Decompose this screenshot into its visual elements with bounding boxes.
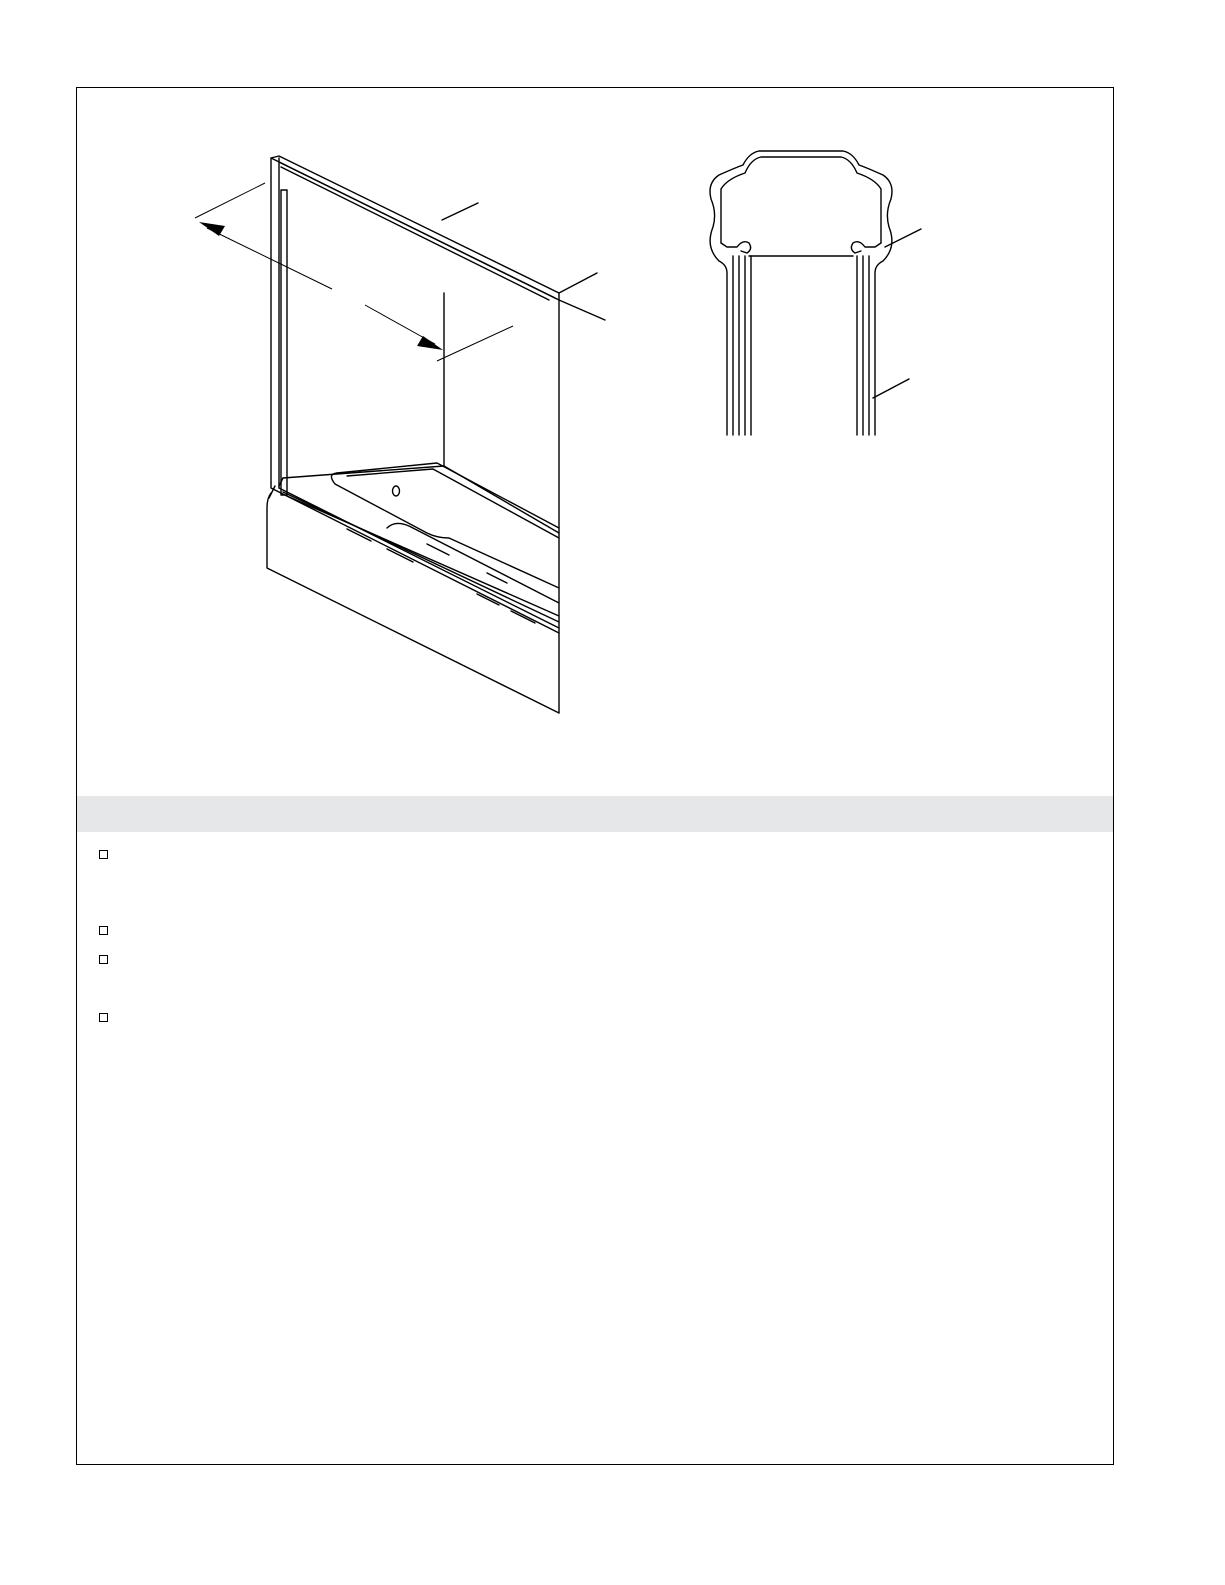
- checkbox[interactable]: [99, 850, 108, 859]
- document-frame: [76, 87, 1114, 1465]
- checkbox[interactable]: [99, 1013, 108, 1022]
- checklist-item: [99, 850, 122, 859]
- arrow-right-head: [417, 336, 443, 350]
- section-header-bar: [77, 796, 1113, 832]
- checklist-item: [99, 955, 122, 964]
- checklist-item: [99, 926, 122, 935]
- checkbox[interactable]: [99, 955, 108, 964]
- checkbox[interactable]: [99, 926, 108, 935]
- cross-section-illustration: [697, 143, 957, 483]
- tub-door-illustration: [187, 148, 707, 788]
- arrow-left-head: [199, 222, 225, 236]
- checklist-item: [99, 1013, 122, 1022]
